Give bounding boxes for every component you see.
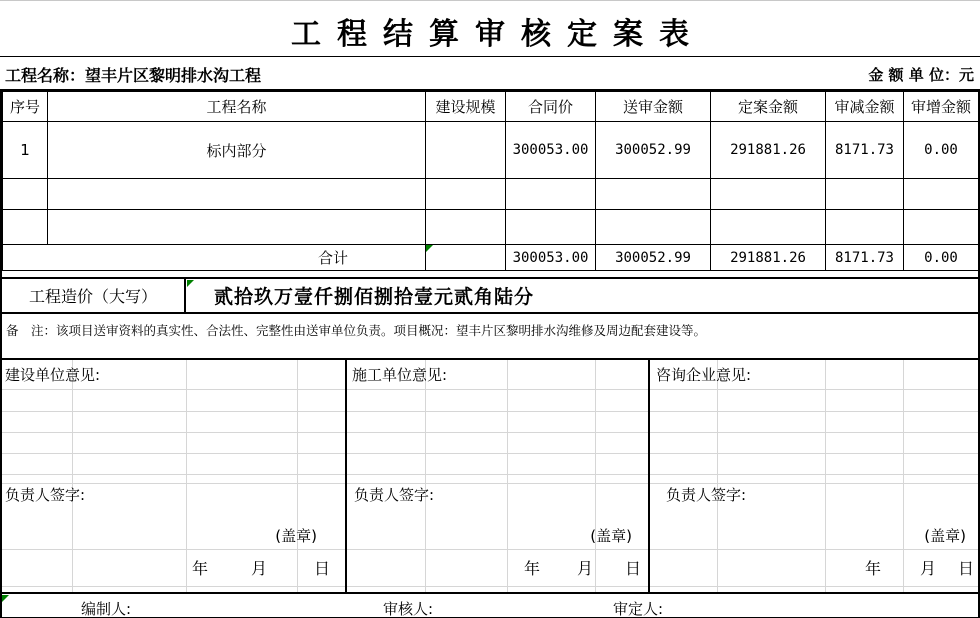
cost-in-words-label: 工程造价（大写） [2, 279, 186, 312]
preparer-label: 编制人: [81, 600, 132, 618]
empty-cell[interactable] [826, 210, 904, 245]
date-month-label: 月 [577, 559, 594, 578]
remark-text: 备 注：该项目送审资料的真实性、合法性、完整性由送审单位负责。项目概况：望丰片区黎明排水沟维修及周边配套建设等。 [6, 323, 707, 338]
table-row [3, 210, 979, 245]
empty-cell[interactable] [48, 179, 426, 210]
table-header-row [3, 92, 979, 122]
error-indicator-icon [187, 280, 194, 287]
table-row [3, 122, 979, 179]
page-title: 工程结算审核定案表 [291, 17, 705, 52]
date-year-label: 年 [865, 559, 882, 578]
col-header-scale: 建设规模 [426, 92, 506, 122]
amount-unit-label: 金 额 单 位：元 [868, 66, 974, 84]
date-day-label: 日 [314, 559, 331, 578]
date-day-label: 日 [625, 559, 642, 578]
contractor-opinion-box[interactable] [347, 360, 650, 592]
cell-project-name[interactable]: 标内部分 [48, 122, 426, 179]
col-header-finalized-amount: 定案金额 [711, 92, 826, 122]
seal-label: (盖章) [275, 527, 317, 545]
signature-label: 负责人签字: [5, 486, 86, 504]
total-increased-amount[interactable]: 0.00 [904, 245, 979, 271]
owner-opinion-heading: 建设单位意见: [5, 366, 101, 384]
col-header-contract-price: 合同价 [506, 92, 596, 122]
opinions-section [2, 360, 978, 594]
empty-cell[interactable] [3, 210, 48, 245]
cell-finalized-amount[interactable]: 291881.26 [711, 122, 826, 179]
cell-increased-amount[interactable]: 0.00 [904, 122, 979, 179]
project-name-label: 工程名称：望丰片区黎明排水沟工程 [5, 66, 262, 85]
approver-label: 审定人: [613, 600, 664, 618]
col-header-submitted-amount: 送审金额 [596, 92, 711, 122]
signature-label: 负责人签字: [666, 486, 747, 504]
total-label: 合计 [3, 245, 426, 271]
cost-in-words-value[interactable]: 贰拾玖万壹仟捌佰捌拾壹元贰角陆分 [214, 286, 535, 308]
empty-cell[interactable] [48, 210, 426, 245]
col-header-reduced-amount: 审减金额 [826, 92, 904, 122]
date-month-label: 月 [251, 559, 268, 578]
col-header-increased-amount: 审增金额 [904, 92, 979, 122]
cell-seq[interactable]: 1 [3, 122, 48, 179]
contractor-opinion-heading: 施工单位意见: [352, 366, 448, 384]
date-year-label: 年 [524, 559, 541, 578]
reviewer-label: 审核人: [383, 600, 434, 618]
title-divider-line [0, 56, 980, 57]
summary-table [2, 91, 978, 279]
form-body [0, 89, 980, 618]
col-header-seq: 序号 [3, 92, 48, 122]
empty-cell[interactable] [826, 179, 904, 210]
cell-submitted-amount[interactable]: 300052.99 [596, 122, 711, 179]
total-scale-cell[interactable] [426, 245, 506, 271]
cell-contract-price[interactable]: 300053.00 [506, 122, 596, 179]
cell-reduced-amount[interactable]: 8171.73 [826, 122, 904, 179]
empty-cell[interactable] [506, 210, 596, 245]
seal-label: (盖章) [924, 527, 966, 545]
col-header-project: 工程名称 [48, 92, 426, 122]
date-day-label: 日 [958, 559, 975, 578]
cell-scale[interactable] [426, 122, 506, 179]
error-indicator-icon [2, 595, 9, 602]
table-row [3, 179, 979, 210]
date-year-label: 年 [192, 559, 209, 578]
remark-row [2, 314, 978, 360]
seal-label: (盖章) [590, 527, 632, 545]
empty-cell[interactable] [506, 179, 596, 210]
consultant-opinion-box[interactable] [650, 360, 978, 592]
total-finalized-amount[interactable]: 291881.26 [711, 245, 826, 271]
total-reduced-amount[interactable]: 8171.73 [826, 245, 904, 271]
empty-cell[interactable] [426, 179, 506, 210]
error-indicator-icon [426, 245, 433, 252]
consultant-opinion-heading: 咨询企业意见: [656, 366, 752, 384]
cost-in-words-row [2, 279, 978, 314]
empty-cell[interactable] [596, 179, 711, 210]
owner-opinion-box[interactable] [2, 360, 347, 592]
date-month-label: 月 [920, 559, 937, 578]
footer-strip [2, 594, 978, 617]
empty-cell[interactable] [904, 210, 979, 245]
empty-cell[interactable] [904, 179, 979, 210]
total-row [3, 245, 979, 271]
empty-cell[interactable] [711, 210, 826, 245]
empty-cell[interactable] [3, 179, 48, 210]
empty-cell[interactable] [426, 210, 506, 245]
empty-cell[interactable] [711, 179, 826, 210]
total-submitted-amount[interactable]: 300052.99 [596, 245, 711, 271]
total-contract-price[interactable]: 300053.00 [506, 245, 596, 271]
signature-label: 负责人签字: [354, 486, 435, 504]
empty-cell[interactable] [596, 210, 711, 245]
